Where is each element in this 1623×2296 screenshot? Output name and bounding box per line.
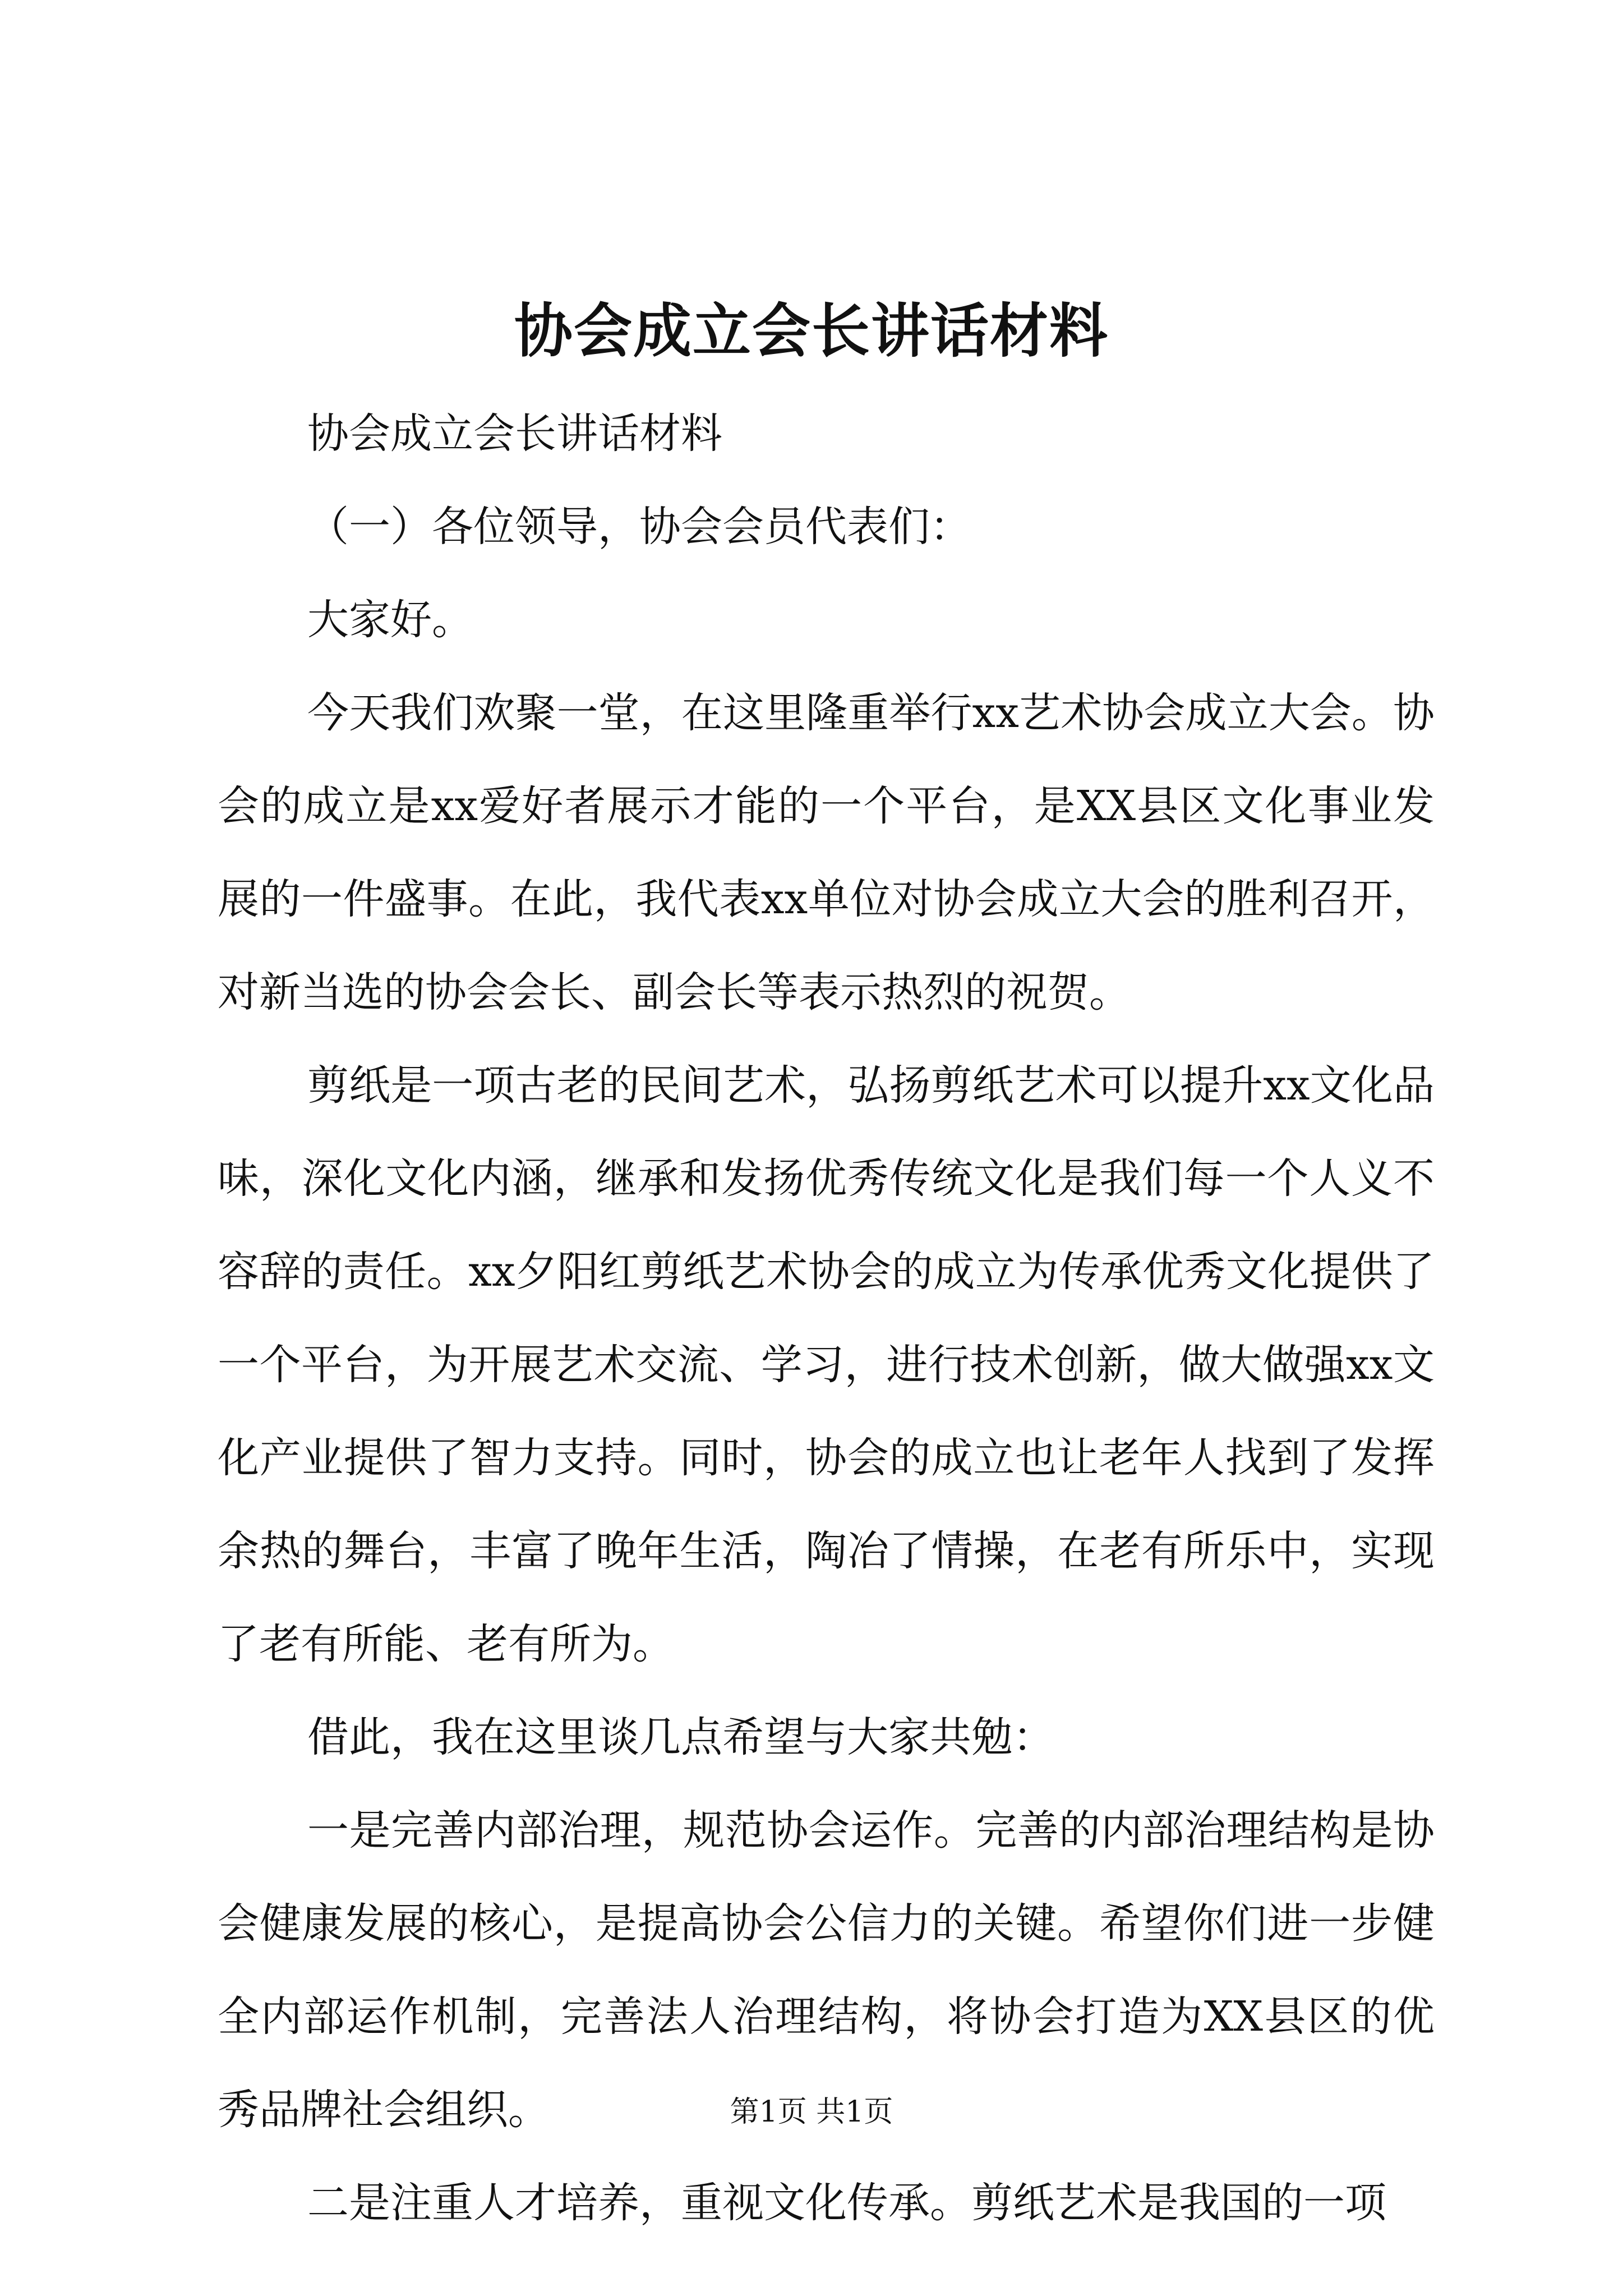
document-body <box>218 387 1435 2249</box>
paragraph-subtitle: 协会成立会长讲话材料 <box>307 409 722 458</box>
page-footer: 第1页 共1页 <box>730 2095 893 2129</box>
paragraph-greeting: 大家好。 <box>307 596 473 644</box>
paragraph-hopes-intro: 借此，我在这里谈几点希望与大家共勉： <box>307 1713 1054 1761</box>
paragraph-papercut-art: 剪纸是一项古老的民间艺术，弘扬剪纸艺术可以提升xx文化品味，深化文化内涵，继承和发扬优秀传统文化是我们每一个人义不容辞的责任。xx夕阳红剪纸艺术协会的成立为传承优秀文化提供了一个平台，为开展艺术交流、学习，进行技术创新，做大做强xx文化产业提供了智力支持。同时，协会的成立也让老年人找到了发挥余热的舞台，丰富了晚年生活，陶冶了情操，在老有所乐中，实现了老有所能、老有所为。 <box>218 1061 1435 1668</box>
paragraph-opening: 今天我们欢聚一堂，在这里隆重举行xx艺术协会成立大会。协会的成立是xx爱好者展示才能的一个平台，是XX县区文化事业发展的一件盛事。在此，我代表xx单位对协会成立大会的胜利召开，对新当选的协会会长、副会长等表示热烈的祝贺。 <box>218 689 1435 1016</box>
paragraph-point-two: 二是注重人才培养，重视文化传承。剪纸艺术是我国的一项 <box>307 2179 1386 2227</box>
paragraph-salutation: （一）各位领导，协会会员代表们： <box>307 503 971 551</box>
document-title: 协会成立会长讲话材料 <box>514 296 1109 365</box>
paragraph-point-one: 一是完善内部治理，规范协会运作。完善的内部治理结构是协会健康发展的核心，是提高协会公信力的关键。希望你们进一步健全内部运作机制，完善法人治理结构，将协会打造为XX县区的优秀品牌社会组织。 <box>218 1806 1435 2134</box>
